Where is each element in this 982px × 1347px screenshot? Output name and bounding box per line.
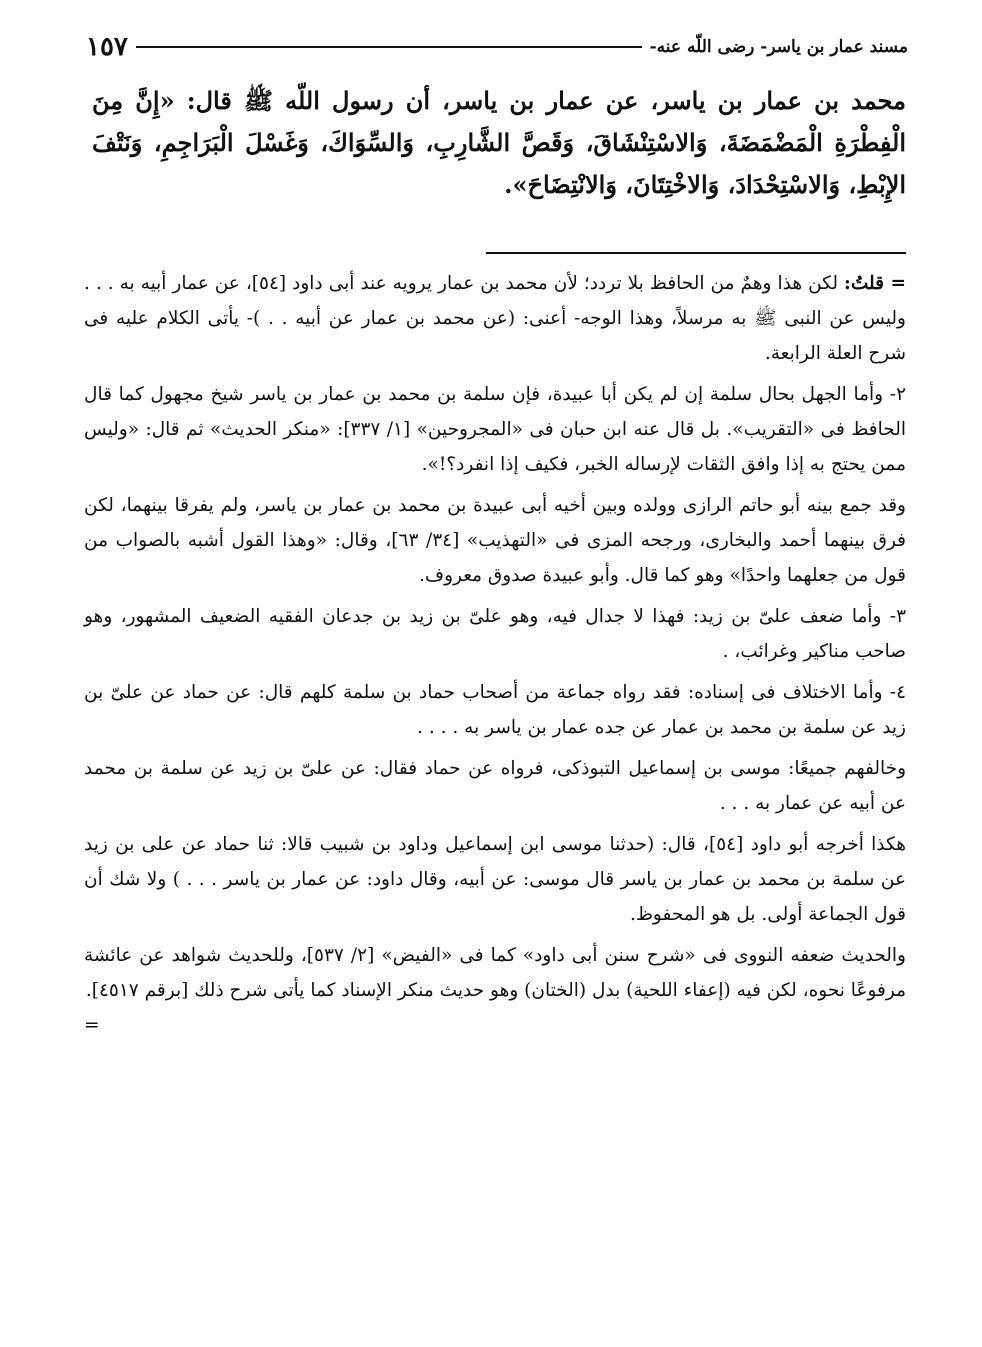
- page-number: ١٥٧: [86, 32, 128, 62]
- footnote-text: والحديث ضعفه النووى فى «شرح سنن أبى داود» كما فى «الفيض» [٢/ ٥٣٧]، وللحديث شواهد عن عائشة مرفوعًا نحوه، لكن فيه (إعفاء اللحية) بدل (الختان) وهو حديث منكر الإسناد كما يأتى شرح ذلك [برقم ٤٥١٧].: [84, 945, 906, 1001]
- footnote-text: ٣- وأما ضعف علىّ بن زيد: فهذا لا جدال فيه، وهو علىّ بن زيد بن جدعان الفقيه الضعيف المشهور، وهو صاحب مناكير وغرائب، .: [84, 606, 906, 662]
- footnote-paragraph: [84, 266, 906, 371]
- running-title: مسند عمار بن ياسر- رضى اللّه عنه-: [649, 37, 908, 57]
- footnotes: [84, 266, 906, 1043]
- footnote-paragraph: [84, 751, 906, 821]
- footnote-text: وخالفهم جميعًا: موسى بن إسماعيل التبوذكى، فرواه عن حماد فقال: عن علىّ بن زيد عن سلمة بن محمد عن أبيه عن عمار به . . .: [84, 758, 906, 814]
- footnote-divider: [486, 252, 906, 254]
- footnote-paragraph: [84, 675, 906, 745]
- footnote-paragraph: [84, 488, 906, 593]
- continuation-mark: =: [84, 1015, 100, 1036]
- footnote-paragraph: [84, 938, 906, 1036]
- footnote-paragraph: [84, 827, 906, 932]
- header-rule: [136, 46, 642, 48]
- page-header: [86, 28, 908, 66]
- footnote-paragraph: [84, 599, 906, 669]
- footnote-text: وقد جمع بينه أبو حاتم الرازى وولده وبين أخيه أبى عبيدة بن محمد بن عمار بن ياسر، ولم يفرقا بينهما، لكن فرق بينهما أحمد والبخارى، ورجحه المزى فى «التهذيب» [٣٤/ ٦٣]، وقال: «وهذا القول أشبه بالصواب من قول من جعلهما واحدًا» وهو كما قال. وأبو عبيدة صدوق معروف.: [84, 495, 906, 586]
- footnote-lead: = قلتُ:: [844, 273, 907, 294]
- footnote-text: لكن هذا وهمٌ من الحافظ بلا تردد؛ لأن محمد بن عمار يرويه عند أبى داود [٥٤]، عن عمار أبيه به . . . وليس عن النبى ﷺ به مرسلاً، وهذا الوجه- أعنى: (عن محمد بن عمار عن أبيه . . )- يأتى الكلام عليه فى شرح العلة الرابعة.: [84, 273, 906, 364]
- footnote-text: هكذا أخرجه أبو داود [٥٤]، قال: (حدثنا موسى ابن إسماعيل وداود بن شبيب قالا: ثنا حماد عن على بن زيد عن سلمة بن محمد بن عمار بن ياسر قال موسى: عن أبيه، وقال داود: عن عمار بن ياسر . . . ) ولا شك أن قول الجماعة أولى. بل هو المحفوظ.: [84, 834, 906, 925]
- footnote-paragraph: [84, 377, 906, 482]
- hadith-text: محمد بن عمار بن ياسر، عن عمار بن ياسر، أن رسول اللّه ﷺ قال: «إِنَّ مِنَ الْفِطْرَةِ الْمَضْمَضَةَ، وَالاسْتِنْشَاقَ، وَقَصَّ الشَّارِبِ، وَالسِّوَاكَ، وَغَسْلَ الْبَرَاجِمِ، وَنَتْفَ الإِبْطِ، وَالاسْتِحْدَادَ، وَالاخْتِتَانَ، وَالانْتِضَاحَ».: [92, 86, 907, 199]
- footnote-text: ٢- وأما الجهل بحال سلمة إن لم يكن أبا عبيدة، فإن سلمة بن محمد بن عمار بن ياسر شيخ مجهول كما قال الحافظ فى «التقريب». بل قال عنه ابن حبان فى «المجروحين» [١/ ٣٣٧]: «منكر الحديث» ثم قال: «وليس ممن يحتج به إذا وافق الثقات لإرساله الخبر، فكيف إذا انفرد؟!».: [84, 384, 906, 475]
- footnote-text: ٤- وأما الاختلاف فى إسناده: فقد رواه جماعة من أصحاب حماد بن سلمة كلهم قال: عن حماد عن علىّ بن زيد عن سلمة بن محمد بن عمار عن جده عمار بن ياسر به . . . .: [84, 682, 906, 738]
